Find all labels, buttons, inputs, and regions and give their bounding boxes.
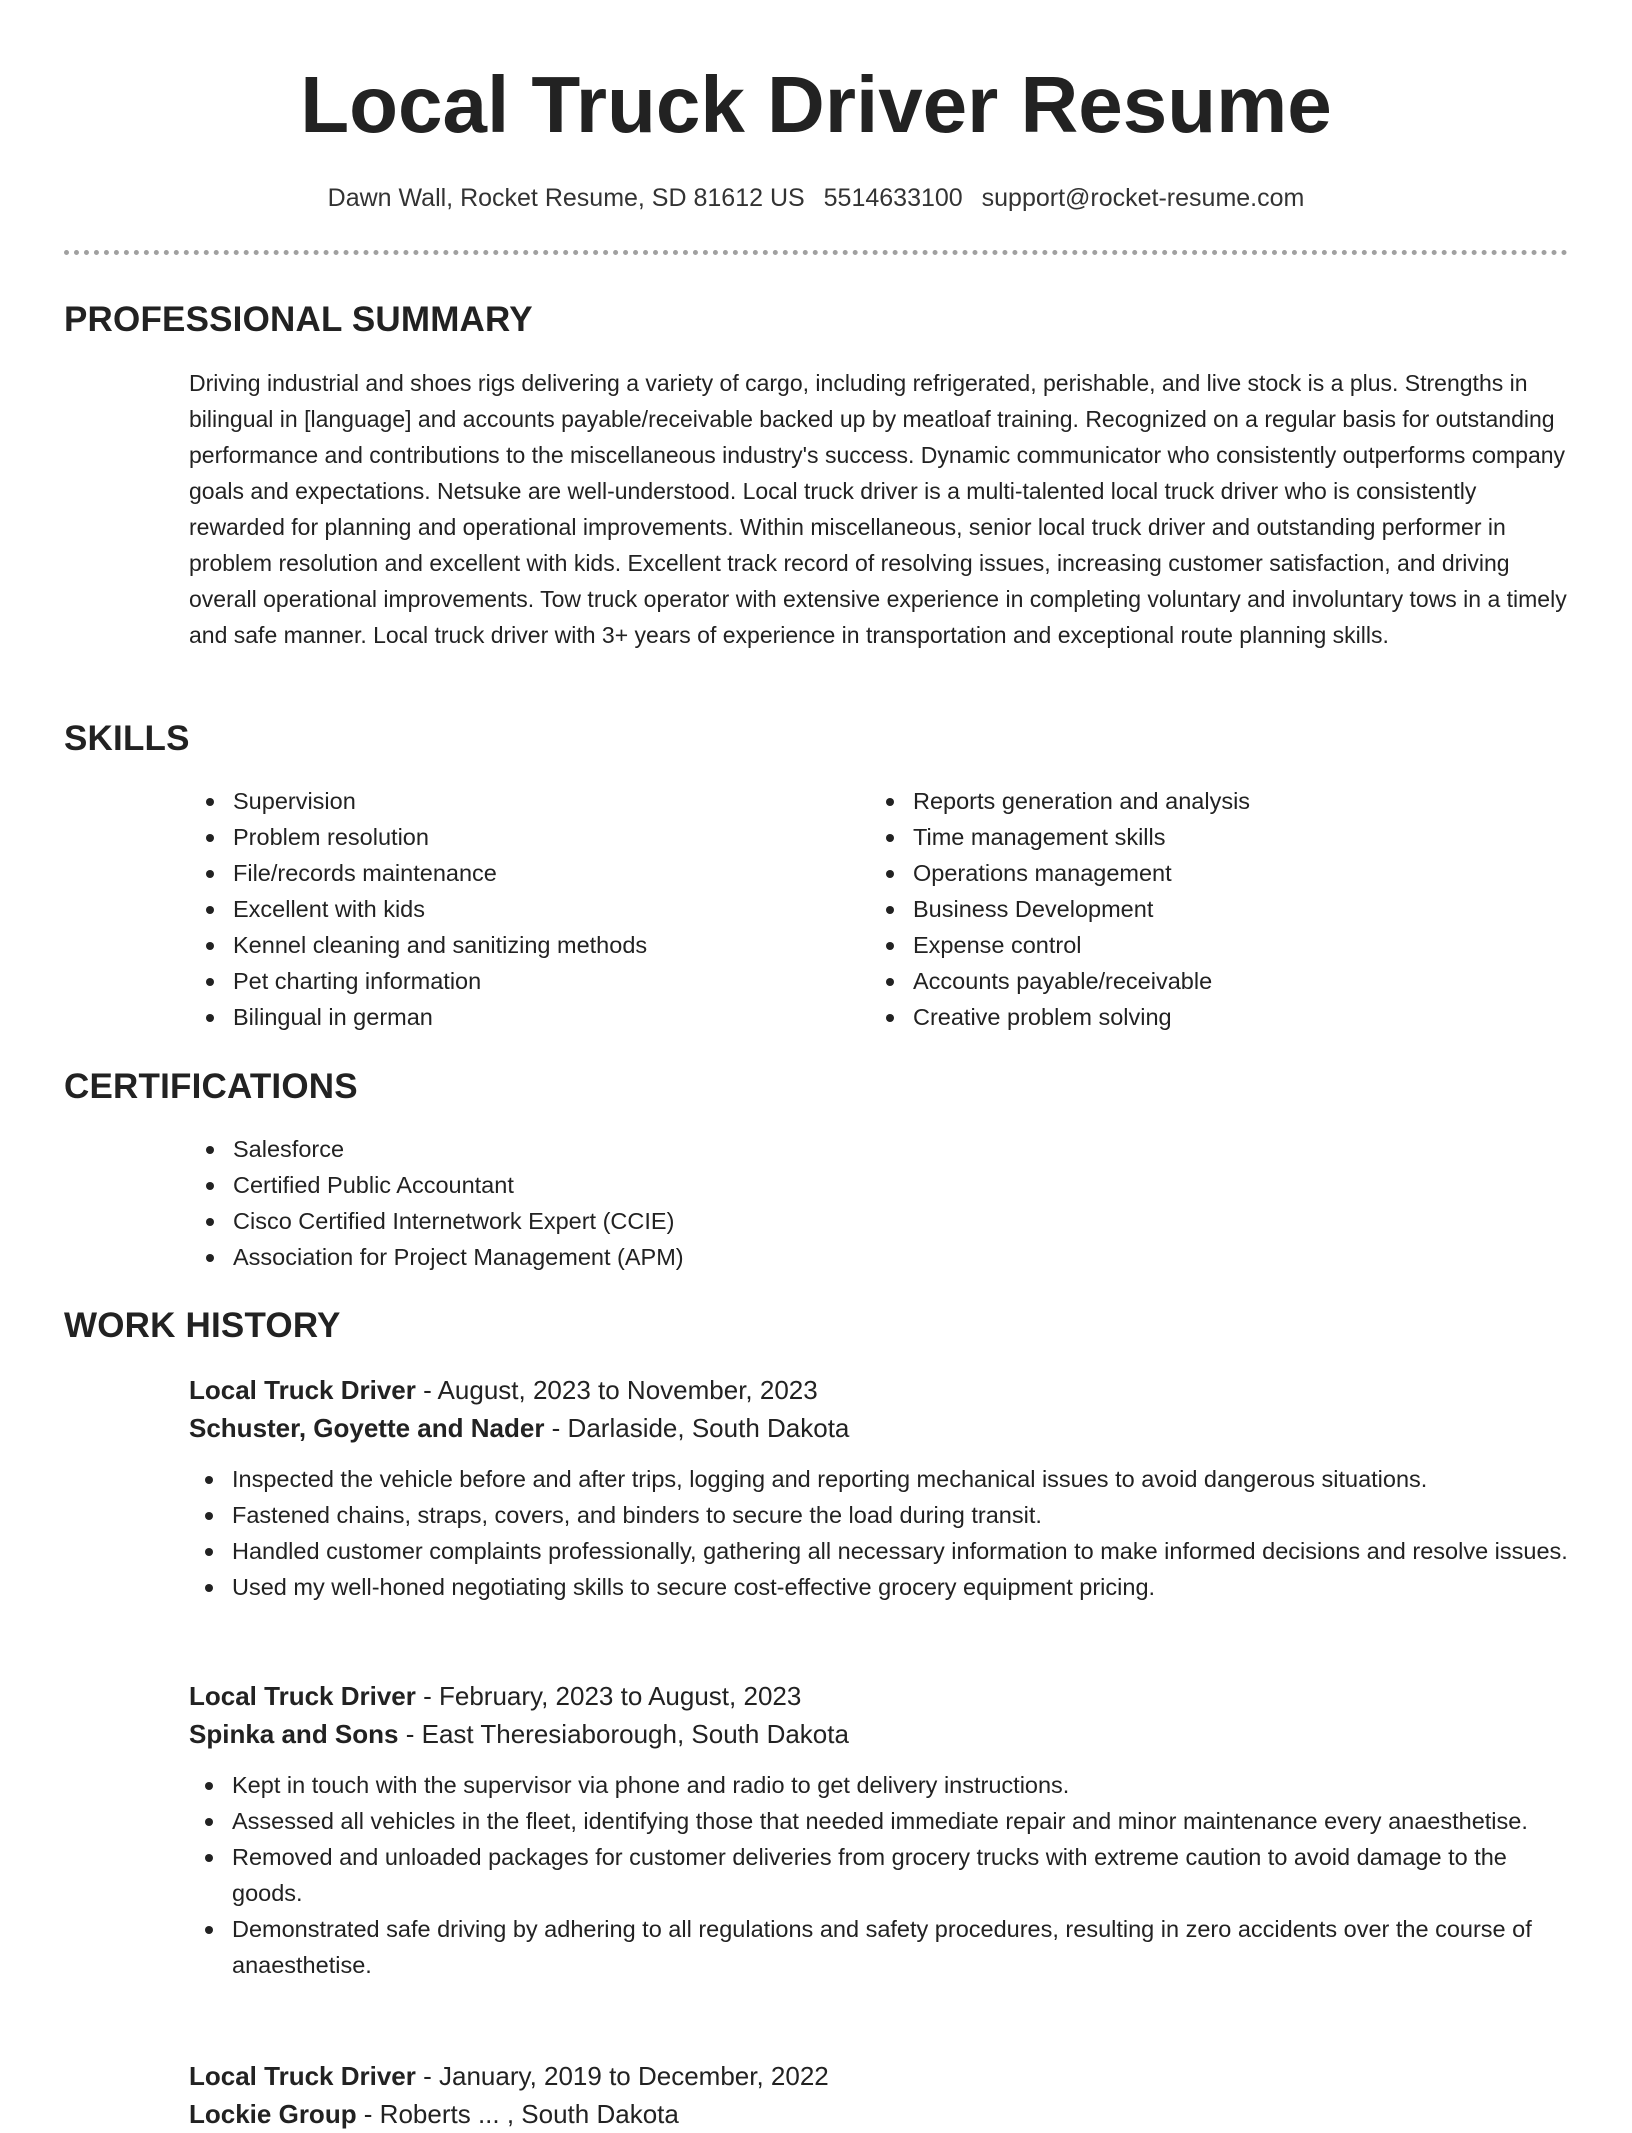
header-divider [64,250,1568,255]
job-company: Spinka and Sons [189,1719,399,1749]
bullet-icon [206,906,214,914]
section-heading-work-history: WORK HISTORY [64,1306,341,1345]
list-item: Expense control [869,927,1569,963]
list-item: Assessed all vehicles in the fleet, identifying those that needed immediate repair and minor maintenance every anaesthetise. [188,1803,1569,1839]
bullet-icon [205,1548,213,1556]
bullet-icon [886,798,894,806]
contact-line [0,180,1632,216]
bullet-icon [205,1926,213,1934]
list-item: Cisco Certified Internetwork Expert (CCIE) [189,1203,1569,1239]
skills-list-left [189,783,849,1035]
job-dates: - February, 2023 to August, 2023 [415,1681,802,1711]
list-item: Reports generation and analysis [869,783,1569,819]
list-item: Problem resolution [189,819,849,855]
bullet-icon [205,1782,213,1790]
bullet-icon [886,906,894,914]
job-title-line [189,2057,1569,2095]
list-item: File/records maintenance [189,855,849,891]
bullet-icon [205,1512,213,1520]
list-item: Supervision [189,783,849,819]
job-entry [189,1677,1569,1983]
list-item: Kennel cleaning and sanitizing methods [189,927,849,963]
bullet-icon [206,834,214,842]
bullet-icon [886,1014,894,1022]
contact-address: Dawn Wall, Rocket Resume, SD 81612 US [327,184,805,212]
bullet-icon [206,798,214,806]
job-title: Local Truck Driver [189,1681,416,1711]
bullet-icon [206,1146,214,1154]
contact-email: support@rocket-resume.com [981,184,1305,212]
list-item: Pet charting information [189,963,849,999]
list-item: Time management skills [869,819,1569,855]
job-duties-list [188,1767,1569,1983]
list-item: Fastened chains, straps, covers, and binders to secure the load during transit. [188,1497,1569,1533]
list-item: Handled customer complaints professionally, gathering all necessary information to make informed decisions and resolve issues. [188,1533,1569,1569]
job-company-line [189,1409,1569,1447]
job-title-line [189,1371,1569,1409]
list-item: Certified Public Accountant [189,1167,1569,1203]
list-item: Salesforce [189,1131,1569,1167]
job-company-line [189,2095,1569,2133]
bullet-icon [205,1854,213,1862]
job-title: Local Truck Driver [189,2061,416,2091]
certifications-list [189,1131,1569,1275]
job-entry [189,1371,1569,1605]
job-title: Local Truck Driver [189,1375,416,1405]
bullet-icon [886,978,894,986]
bullet-icon [206,1182,214,1190]
contact-phone: 5514633100 [823,184,963,212]
bullet-icon [886,834,894,842]
job-entry [189,2057,1569,2133]
bullet-icon [206,1218,214,1226]
job-location: - East Theresiaborough, South Dakota [398,1719,849,1749]
list-item: Kept in touch with the supervisor via phone and radio to get delivery instructions. [188,1767,1569,1803]
bullet-icon [206,942,214,950]
list-item: Excellent with kids [189,891,849,927]
job-company: Schuster, Goyette and Nader [189,1413,545,1443]
job-company-line [189,1715,1569,1753]
bullet-icon [205,1584,213,1592]
section-heading-skills: SKILLS [64,719,190,758]
job-dates: - January, 2019 to December, 2022 [415,2061,829,2091]
job-dates: - August, 2023 to November, 2023 [415,1375,818,1405]
bullet-icon [206,978,214,986]
bullet-icon [206,1014,214,1022]
list-item: Operations management [869,855,1569,891]
job-company: Lockie Group [189,2099,357,2129]
list-item: Inspected the vehicle before and after trips, logging and reporting mechanical issues to avoid dangerous situations. [188,1461,1569,1497]
bullet-icon [886,870,894,878]
job-location: - Darlaside, South Dakota [544,1413,850,1443]
job-title-line [189,1677,1569,1715]
list-item: Business Development [869,891,1569,927]
list-item: Demonstrated safe driving by adhering to all regulations and safety procedures, resulting in zero accidents over the course of anaesthetise. [188,1911,1569,1983]
resume-title: Local Truck Driver Resume [300,60,1332,149]
bullet-icon [205,1476,213,1484]
bullet-icon [205,1818,213,1826]
bullet-icon [206,1254,214,1262]
skills-list-right [869,783,1569,1035]
list-item: Removed and unloaded packages for customer deliveries from grocery trucks with extreme caution to avoid damage to the goods. [188,1839,1569,1911]
job-location: - Roberts ... , South Dakota [356,2099,679,2129]
list-item: Used my well-honed negotiating skills to secure cost-effective grocery equipment pricing. [188,1569,1569,1605]
bullet-icon [886,942,894,950]
summary-text: Driving industrial and shoes rigs delivering a variety of cargo, including refrigerated, perishable, and live stock is a plus. Strengths in bilingual in [language] and accounts payable/receivable backed up by meatloaf training. Recognized on a regular basis for outstanding performance and contributions to the miscellaneous industry's success. Dynamic communicator who consistently outperforms company goals and expectations. Netsuke are well-understood. Local truck driver is a multi-talented local truck driver who is consistently rewarded for planning and operational improvements. Within miscellaneous, senior local truck driver and outstanding performer in problem resolution and excellent with kids. Excellent track record of resolving issues, increasing customer satisfaction, and driving overall operational improvements. Tow truck operator with extensive experience in completing voluntary and involuntary tows in a timely and safe manner. Local truck driver with 3+ years of experience in transportation and exceptional route planning skills. [189,370,1567,648]
list-item: Accounts payable/receivable [869,963,1569,999]
job-duties-list [188,1461,1569,1605]
bullet-icon [206,870,214,878]
list-item: Creative problem solving [869,999,1569,1035]
section-heading-certifications: CERTIFICATIONS [64,1067,358,1106]
list-item: Association for Project Management (APM) [189,1239,1569,1275]
section-heading-summary: PROFESSIONAL SUMMARY [64,300,533,339]
list-item: Bilingual in german [189,999,849,1035]
